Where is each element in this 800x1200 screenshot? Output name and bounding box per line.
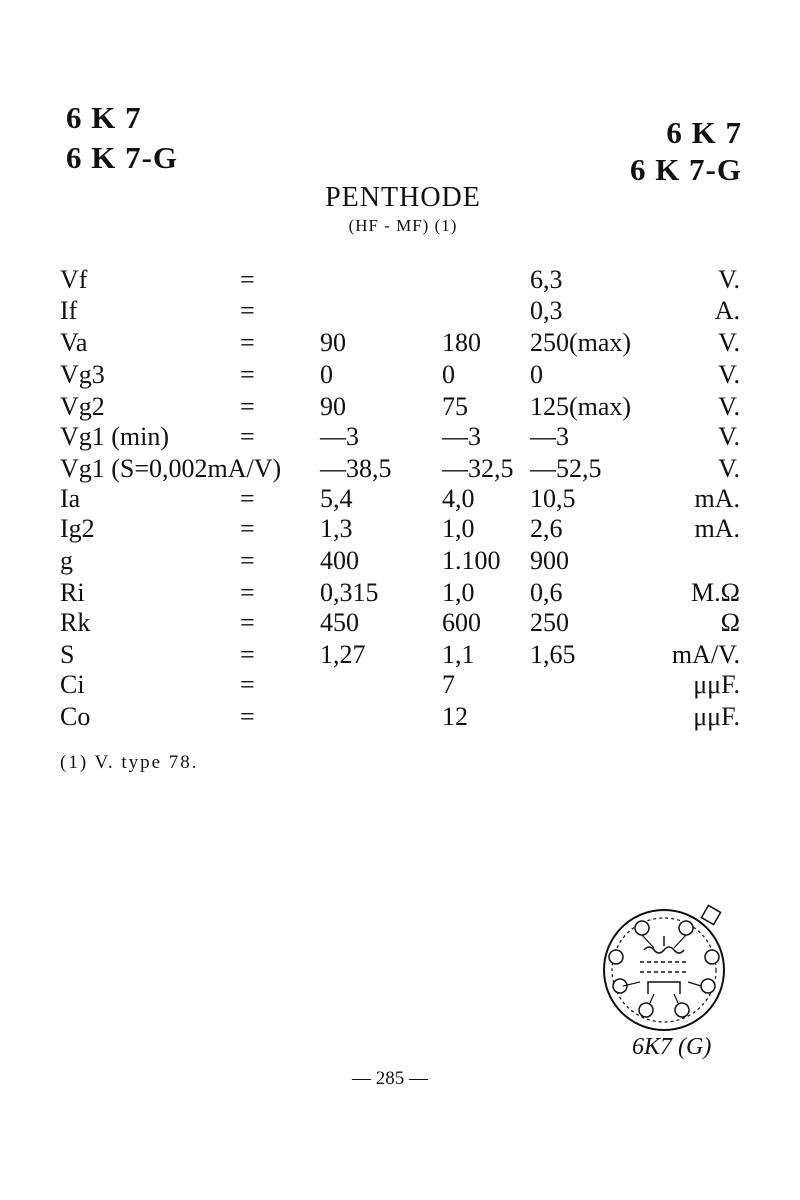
cell-eq: = bbox=[240, 578, 255, 607]
cell-eq: = bbox=[240, 670, 255, 699]
cell-name: Ia bbox=[60, 484, 81, 513]
cell-name: g bbox=[60, 546, 73, 575]
table-row bbox=[0, 670, 800, 701]
cell-name: Vg3 bbox=[60, 360, 105, 389]
cell-unit: V. bbox=[718, 422, 740, 451]
cell-v1: —38,5 bbox=[320, 454, 392, 483]
cell-v2: 180 bbox=[442, 328, 481, 357]
cell-v1: 450 bbox=[320, 608, 359, 637]
cell-name: Ig2 bbox=[60, 514, 95, 543]
cell-eq: = bbox=[240, 422, 255, 451]
cell-v2: 1,0 bbox=[442, 578, 475, 607]
pin-4 bbox=[705, 950, 719, 964]
table-row bbox=[0, 454, 800, 485]
pin-3 bbox=[609, 950, 623, 964]
cell-v2: 0 bbox=[442, 360, 455, 389]
cell-name: Vg2 bbox=[60, 392, 105, 421]
cell-v1: 1,3 bbox=[320, 514, 353, 543]
cell-eq: = bbox=[240, 328, 255, 357]
cell-v3: 10,5 bbox=[530, 484, 576, 513]
cell-name: Co bbox=[60, 702, 91, 731]
pin-2 bbox=[679, 921, 693, 935]
tube-name-left: 6 K 7 bbox=[66, 100, 142, 135]
cell-unit: mA/V. bbox=[671, 640, 740, 669]
cell-v3: —52,5 bbox=[530, 454, 602, 483]
cell-v1: 400 bbox=[320, 546, 359, 575]
cell-unit: V. bbox=[718, 454, 740, 483]
cell-unit: V. bbox=[718, 360, 740, 389]
pin-7 bbox=[639, 1003, 653, 1017]
cell-v2: 1.100 bbox=[442, 546, 501, 575]
cell-v3: 250 bbox=[530, 608, 569, 637]
cell-v3: 250(max) bbox=[530, 328, 632, 357]
tube-name-right-g: 6 K 7-G bbox=[629, 152, 742, 187]
cell-eq: = bbox=[240, 608, 255, 637]
cell-unit: μμF. bbox=[693, 702, 740, 731]
cell-unit: V. bbox=[718, 265, 740, 294]
cell-v3: —3 bbox=[530, 422, 569, 451]
socket-diagram-svg bbox=[596, 902, 736, 1032]
table-row bbox=[0, 296, 800, 327]
cell-name: Ri bbox=[60, 578, 85, 607]
cell-name: If bbox=[60, 296, 78, 325]
cell-eq: = bbox=[240, 702, 255, 731]
cell-eq: = bbox=[240, 265, 255, 294]
cell-v3: 0 bbox=[530, 360, 543, 389]
cell-name: Vg1 (S=0,002mA/V) bbox=[60, 454, 282, 483]
tube-name-right: 6 K 7 bbox=[666, 115, 742, 150]
cell-unit: Ω bbox=[720, 608, 740, 637]
cell-v1: 90 bbox=[320, 328, 346, 357]
cell-v2: —32,5 bbox=[442, 454, 514, 483]
table-row bbox=[0, 265, 800, 296]
cell-v1: 90 bbox=[320, 392, 346, 421]
table-row bbox=[0, 328, 800, 359]
cell-v1: 0,315 bbox=[320, 578, 379, 607]
cell-v1: 1,27 bbox=[320, 640, 366, 669]
cell-v3: 125(max) bbox=[530, 392, 632, 421]
table-row bbox=[0, 578, 800, 609]
cell-eq: = bbox=[240, 546, 255, 575]
cell-v1: 5,4 bbox=[320, 484, 353, 513]
cell-v2: 1,0 bbox=[442, 514, 475, 543]
cell-unit: mA. bbox=[694, 514, 740, 543]
cell-v3: 0,3 bbox=[530, 296, 563, 325]
cell-unit: A. bbox=[714, 296, 740, 325]
page-number: — 285 — bbox=[352, 1068, 428, 1089]
pin-8 bbox=[675, 1003, 689, 1017]
cell-eq: = bbox=[240, 484, 255, 513]
table-row bbox=[0, 702, 800, 733]
cell-v2: 1,1 bbox=[442, 640, 475, 669]
cell-v3: 6,3 bbox=[530, 265, 563, 294]
cell-eq: = bbox=[240, 360, 255, 389]
cell-v3: 900 bbox=[530, 546, 569, 575]
cell-v2: 12 bbox=[442, 702, 468, 731]
cell-v2: 600 bbox=[442, 608, 481, 637]
table-row bbox=[0, 360, 800, 391]
table-row bbox=[0, 392, 800, 423]
table-row bbox=[0, 640, 800, 671]
footnote: (1) V. type 78. bbox=[60, 752, 199, 773]
table-row bbox=[0, 546, 800, 577]
cell-unit: μμF. bbox=[693, 670, 740, 699]
cell-eq: = bbox=[240, 514, 255, 543]
cell-v3: 1,65 bbox=[530, 640, 576, 669]
cell-name: Vf bbox=[60, 265, 88, 294]
table-row bbox=[0, 608, 800, 639]
table-row bbox=[0, 484, 800, 515]
cell-eq: = bbox=[240, 640, 255, 669]
cell-v2: 7 bbox=[442, 670, 455, 699]
cell-v2: —3 bbox=[442, 422, 481, 451]
tube-subtype-heading: (HF - MF) (1) bbox=[348, 216, 458, 235]
tube-type-heading: PENTHODE bbox=[325, 182, 481, 213]
cell-unit: mA. bbox=[694, 484, 740, 513]
pin-6 bbox=[701, 979, 715, 993]
socket-pin-diagram bbox=[596, 902, 736, 1032]
cell-unit: V. bbox=[718, 328, 740, 357]
cell-v2: 4,0 bbox=[442, 484, 475, 513]
pin-1 bbox=[635, 921, 649, 935]
table-row bbox=[0, 514, 800, 545]
cell-name: Vg1 (min) bbox=[60, 422, 170, 451]
cell-name: Rk bbox=[60, 608, 91, 637]
cell-v1: —3 bbox=[320, 422, 359, 451]
table-row bbox=[0, 422, 800, 453]
cell-name: S bbox=[60, 640, 75, 669]
tube-name-left-g: 6 K 7-G bbox=[66, 140, 179, 175]
cell-eq: = bbox=[240, 296, 255, 325]
cell-name: Ci bbox=[60, 670, 85, 699]
cell-v2: 75 bbox=[442, 392, 468, 421]
cell-eq: = bbox=[240, 392, 255, 421]
cell-unit: M.Ω bbox=[691, 578, 740, 607]
cell-v1: 0 bbox=[320, 360, 333, 389]
cell-name: Va bbox=[60, 328, 88, 357]
cell-unit: V. bbox=[718, 392, 740, 421]
cell-v3: 0,6 bbox=[530, 578, 563, 607]
cell-v3: 2,6 bbox=[530, 514, 563, 543]
diagram-caption: 6K7 (G) bbox=[632, 1034, 712, 1060]
